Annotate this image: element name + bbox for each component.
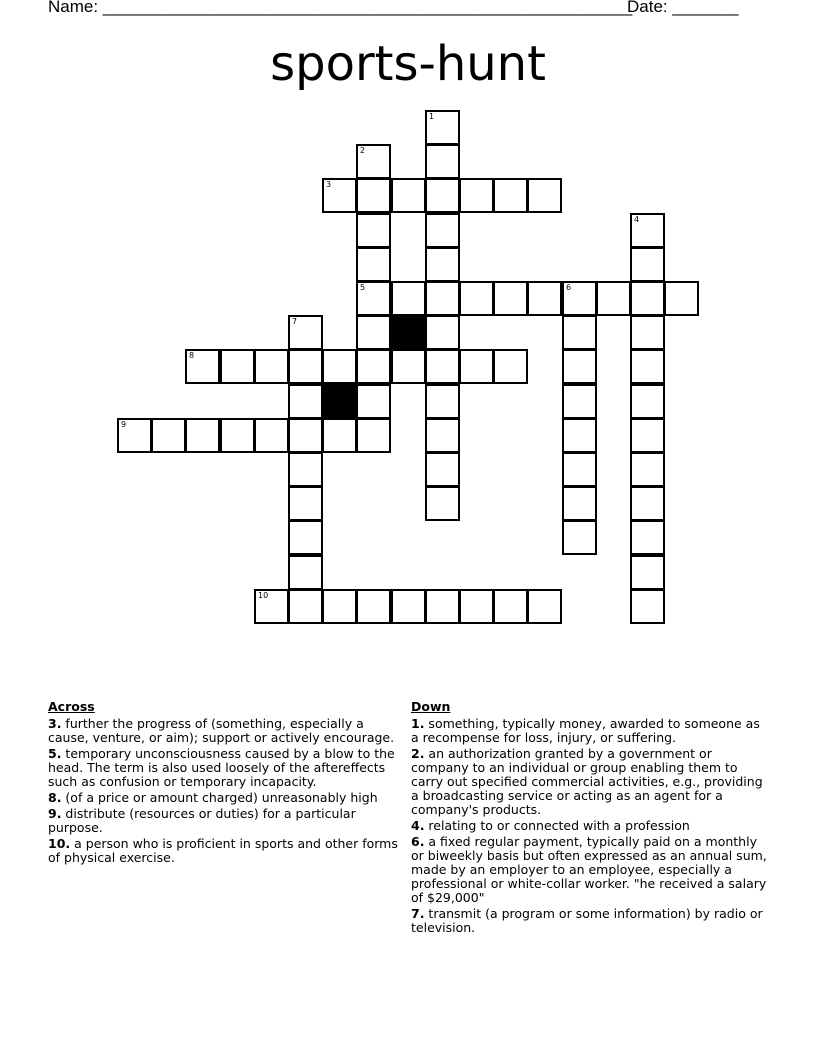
grid-cell[interactable] [356, 213, 391, 248]
grid-cell[interactable] [630, 213, 665, 248]
across-clues [48, 700, 408, 867]
grid-cell[interactable] [459, 589, 494, 624]
grid-cell[interactable] [254, 418, 289, 453]
grid-cell[interactable] [493, 589, 528, 624]
grid-cell[interactable] [527, 178, 562, 213]
grid-cell[interactable] [288, 520, 323, 555]
grid-cell[interactable] [459, 349, 494, 384]
grid-cell[interactable] [630, 418, 665, 453]
clue-number: 6. [411, 834, 425, 849]
clue-number: 6 [566, 283, 572, 292]
grid-cell[interactable] [562, 349, 597, 384]
grid-cell[interactable] [562, 315, 597, 350]
clue-text: temporary unconsciousness caused by a blow to the head. The term is also used loosely of the aftereffects such as confusion or temporary incapacity. [48, 746, 395, 789]
clue-number: 8 [189, 351, 195, 360]
grid-cell[interactable] [288, 589, 323, 624]
grid-cell[interactable] [254, 349, 289, 384]
down-clue [411, 747, 771, 817]
grid-cell[interactable] [630, 452, 665, 487]
grid-cell[interactable] [527, 281, 562, 316]
grid-cell[interactable] [288, 486, 323, 521]
grid-cell[interactable] [425, 384, 460, 419]
grid-cell[interactable] [562, 384, 597, 419]
down-clue [411, 907, 771, 935]
clue-text: an authorization granted by a government or company to an individual or group enabling them to carry out specified commercial activities, e.g., providing a broadcasting service or acting as an agent for a company's products. [411, 746, 763, 817]
grid-cell[interactable] [425, 213, 460, 248]
clue-number: 4. [411, 818, 425, 833]
clue-text: something, typically money, awarded to someone as a recompense for loss, injury, or suffering. [411, 716, 760, 745]
clue-text: a person who is proficient in sports and other forms of physical exercise. [48, 836, 398, 865]
grid-cell[interactable] [425, 178, 460, 213]
grid-cell[interactable] [425, 349, 460, 384]
clue-number: 3. [48, 716, 62, 731]
clue-text: a fixed regular payment, typically paid on a monthly or biweekly basis but often expressed as an annual sum, made by an employer to an employee, especially a professional or white-collar worker. "he received a salary of $29,000" [411, 834, 767, 905]
grid-cell[interactable] [425, 486, 460, 521]
grid-cell[interactable] [356, 589, 391, 624]
grid-cell[interactable] [356, 349, 391, 384]
grid-cell[interactable] [322, 349, 357, 384]
grid-cell[interactable] [254, 589, 289, 624]
grid-cell[interactable] [425, 418, 460, 453]
clue-number: 5 [360, 283, 366, 292]
clue-text: (of a price or amount charged) unreasonably high [61, 790, 378, 805]
clue-text: relating to or connected with a profession [424, 818, 690, 833]
clue-number: 10 [258, 591, 269, 600]
clue-number: 7. [411, 906, 425, 921]
grid-cell[interactable] [288, 315, 323, 350]
grid-cell[interactable] [425, 452, 460, 487]
grid-cell[interactable] [356, 144, 391, 179]
grid-cell[interactable] [356, 315, 391, 350]
clue-number: 1. [411, 716, 425, 731]
block-cell [391, 315, 426, 350]
grid-cell[interactable] [630, 486, 665, 521]
across-heading: Across [48, 699, 95, 714]
grid-cell[interactable] [322, 589, 357, 624]
grid-cell[interactable] [322, 178, 357, 213]
grid-cell[interactable] [391, 349, 426, 384]
grid-cell[interactable] [630, 555, 665, 590]
grid-cell[interactable] [562, 418, 597, 453]
clue-number: 10. [48, 836, 71, 851]
grid-cell[interactable] [288, 452, 323, 487]
across-clue [48, 837, 408, 865]
down-clues [411, 700, 771, 937]
grid-cell[interactable] [322, 418, 357, 453]
grid-cell[interactable] [425, 315, 460, 350]
grid-cell[interactable] [562, 281, 597, 316]
grid-cell[interactable] [630, 315, 665, 350]
grid-cell[interactable] [425, 247, 460, 282]
grid-cell[interactable] [493, 178, 528, 213]
across-clue [48, 791, 408, 805]
grid-cell[interactable] [562, 486, 597, 521]
grid-cell[interactable] [459, 281, 494, 316]
grid-cell[interactable] [562, 452, 597, 487]
grid-cell[interactable] [459, 178, 494, 213]
grid-cell[interactable] [664, 281, 699, 316]
name-field-label: Name: ________________________________________________________ [48, 0, 633, 16]
clue-number: 5. [48, 746, 62, 761]
clue-text: further the progress of (something, especially a cause, venture, or aim); support or actively encourage. [48, 716, 395, 745]
clue-number: 2 [360, 146, 366, 155]
date-field-label: Date: _______ [627, 0, 739, 16]
across-clue [48, 717, 408, 745]
grid-cell[interactable] [356, 281, 391, 316]
grid-cell[interactable] [356, 384, 391, 419]
clue-number: 8. [48, 790, 62, 805]
clue-text: transmit (a program or some information) by radio or television. [411, 906, 763, 935]
across-clue [48, 807, 408, 835]
grid-cell[interactable] [425, 144, 460, 179]
block-cell [322, 384, 357, 419]
grid-cell[interactable] [220, 349, 255, 384]
grid-cell[interactable] [630, 349, 665, 384]
grid-cell[interactable] [630, 589, 665, 624]
grid-cell[interactable] [630, 247, 665, 282]
down-clue [411, 717, 771, 745]
grid-cell[interactable] [288, 555, 323, 590]
grid-cell[interactable] [185, 349, 220, 384]
clue-number: 9. [48, 806, 62, 821]
grid-cell[interactable] [356, 247, 391, 282]
grid-cell[interactable] [630, 281, 665, 316]
grid-cell[interactable] [288, 349, 323, 384]
clue-number: 3 [326, 180, 332, 189]
clue-number: 7 [292, 317, 298, 326]
page-title: sports-hunt [270, 36, 546, 92]
clue-number: 2. [411, 746, 425, 761]
grid-cell[interactable] [493, 281, 528, 316]
grid-cell[interactable] [288, 384, 323, 419]
grid-cell[interactable] [562, 520, 597, 555]
clue-number: 1 [429, 112, 435, 121]
grid-cell[interactable] [391, 281, 426, 316]
grid-cell[interactable] [185, 418, 220, 453]
grid-cell[interactable] [151, 418, 186, 453]
grid-cell[interactable] [220, 418, 255, 453]
grid-cell[interactable] [425, 110, 460, 145]
clue-text: distribute (resources or duties) for a particular purpose. [48, 806, 356, 835]
grid-cell[interactable] [356, 178, 391, 213]
clue-number: 4 [634, 215, 640, 224]
grid-cell[interactable] [630, 520, 665, 555]
clue-number: 9 [121, 420, 127, 429]
grid-cell[interactable] [391, 178, 426, 213]
grid-cell[interactable] [391, 589, 426, 624]
down-clue [411, 819, 771, 833]
grid-cell[interactable] [117, 418, 152, 453]
down-clue [411, 835, 771, 905]
grid-cell[interactable] [493, 349, 528, 384]
down-heading: Down [411, 699, 451, 714]
grid-cell[interactable] [425, 589, 460, 624]
grid-cell[interactable] [288, 418, 323, 453]
grid-cell[interactable] [425, 281, 460, 316]
grid-cell[interactable] [596, 281, 631, 316]
across-clue [48, 747, 408, 789]
grid-cell[interactable] [356, 418, 391, 453]
grid-cell[interactable] [527, 589, 562, 624]
grid-cell[interactable] [630, 384, 665, 419]
